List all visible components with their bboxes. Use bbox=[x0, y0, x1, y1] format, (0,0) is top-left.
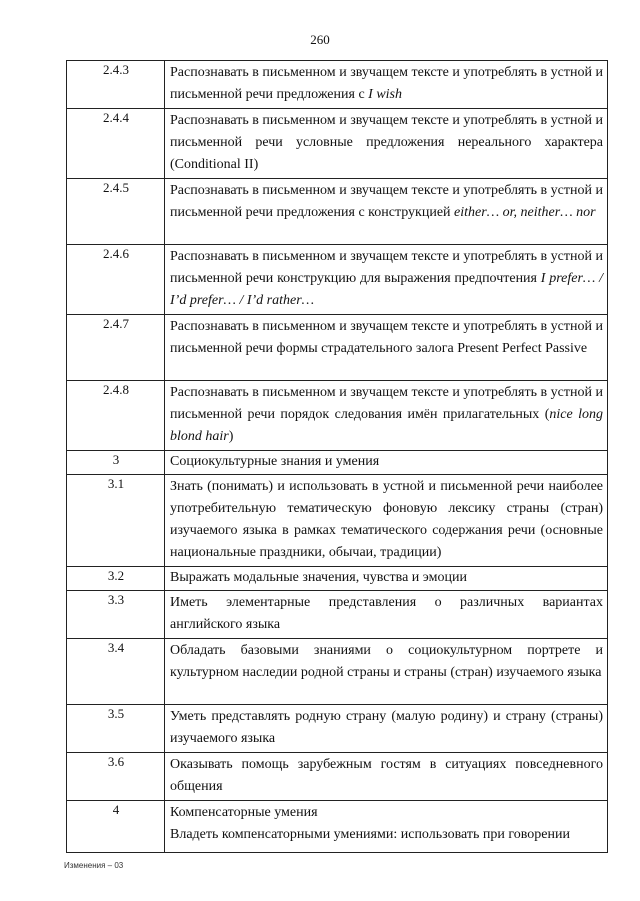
description-text: Оказывать помощь зарубежным гостям в ситуациях повседневного общения bbox=[170, 757, 603, 794]
description-paragraph bbox=[170, 62, 603, 106]
description-text: Компенсаторные умения bbox=[170, 805, 318, 820]
description-text: Знать (понимать) и использовать в устной и письменной речи наиболее употребительную тематическую фоновую лексику страны (стран) изучаемого языка в рамках тематического содержания речи (основные национальные праздники, обычаи, традиции) bbox=[170, 479, 603, 560]
row-number: 2.4.7 bbox=[67, 315, 165, 381]
row-description bbox=[165, 705, 608, 753]
table-row bbox=[67, 639, 608, 705]
description-paragraph bbox=[170, 180, 603, 224]
description-paragraph bbox=[170, 754, 603, 798]
row-description bbox=[165, 591, 608, 639]
row-description bbox=[165, 61, 608, 109]
table-row bbox=[67, 591, 608, 639]
table-row bbox=[67, 315, 608, 381]
table-row bbox=[67, 381, 608, 451]
table-row bbox=[67, 567, 608, 591]
row-number: 2.4.6 bbox=[67, 245, 165, 315]
row-description bbox=[165, 109, 608, 179]
description-paragraph bbox=[170, 110, 603, 176]
description-paragraph bbox=[170, 476, 603, 564]
row-number: 3.6 bbox=[67, 753, 165, 801]
description-paragraph bbox=[170, 316, 603, 360]
description-paragraph bbox=[170, 382, 603, 448]
row-description bbox=[165, 245, 608, 315]
row-number: 2.4.3 bbox=[67, 61, 165, 109]
row-description bbox=[165, 567, 608, 591]
description-paragraph bbox=[170, 568, 603, 588]
description-text: Распознавать в письменном и звучащем тексте и употреблять в устной и письменной речи порядок следования имён прилагательных ( bbox=[170, 385, 603, 422]
row-description bbox=[165, 639, 608, 705]
table-row bbox=[67, 801, 608, 853]
description-text: Распознавать в письменном и звучащем тексте и употреблять в устной и письменной речи предложения с bbox=[170, 65, 603, 102]
row-number: 3.4 bbox=[67, 639, 165, 705]
description-paragraph bbox=[170, 640, 603, 684]
description-paragraph bbox=[170, 452, 603, 472]
description-continuation: Владеть компенсаторными умениями: использовать при говорении bbox=[170, 827, 570, 842]
row-number: 3 bbox=[67, 451, 165, 475]
row-number: 2.4.4 bbox=[67, 109, 165, 179]
description-text: Распознавать в письменном и звучащем тексте и употреблять в устной и письменной речи условные предложения нереального характера (Conditional II) bbox=[170, 113, 603, 172]
row-number: 2.4.8 bbox=[67, 381, 165, 451]
row-description bbox=[165, 179, 608, 245]
description-paragraph bbox=[170, 592, 603, 636]
row-description bbox=[165, 381, 608, 451]
table-row bbox=[67, 109, 608, 179]
table-row bbox=[67, 753, 608, 801]
description-example: I wish bbox=[368, 87, 402, 102]
revision-footer: Изменения – 03 bbox=[64, 861, 124, 870]
description-text: Распознавать в письменном и звучащем тексте и употреблять в устной и письменной речи предложения с конструкцией bbox=[170, 183, 603, 220]
description-text: Уметь представлять родную страну (малую родину) и страну (страны) изучаемого языка bbox=[170, 709, 603, 746]
description-tail: ) bbox=[228, 429, 234, 444]
row-number: 3.5 bbox=[67, 705, 165, 753]
description-paragraph bbox=[170, 246, 603, 312]
competency-table bbox=[66, 60, 608, 853]
row-number: 2.4.5 bbox=[67, 179, 165, 245]
row-description bbox=[165, 753, 608, 801]
table-row bbox=[67, 475, 608, 567]
description-text: Распознавать в письменном и звучащем тексте и употреблять в устной и письменной речи конструкцию для выражения предпочтения bbox=[170, 249, 603, 286]
description-text: Выражать модальные значения, чувства и эмоции bbox=[170, 570, 467, 585]
description-text: Социокультурные знания и умения bbox=[170, 454, 380, 469]
description-paragraph bbox=[170, 706, 603, 750]
row-number: 4 bbox=[67, 801, 165, 853]
row-description bbox=[165, 475, 608, 567]
row-number: 3.2 bbox=[67, 567, 165, 591]
row-number: 3.3 bbox=[67, 591, 165, 639]
description-text: Обладать базовыми знаниями о социокультурном портрете и культурном наследии родной страны и страны (стран) изучаемого языка bbox=[170, 643, 603, 680]
description-text: Иметь элементарные представления о различных вариантах английского языка bbox=[170, 595, 603, 632]
table-row bbox=[67, 451, 608, 475]
page-number: 260 bbox=[310, 32, 330, 47]
table-row bbox=[67, 705, 608, 753]
row-number: 3.1 bbox=[67, 475, 165, 567]
description-text: Распознавать в письменном и звучащем тексте и употреблять в устной и письменной речи формы страдательного залога Present Perfect Passive bbox=[170, 319, 603, 356]
table-row bbox=[67, 245, 608, 315]
description-paragraph bbox=[170, 802, 603, 824]
description-example: nice long blond hair bbox=[170, 407, 603, 444]
row-description bbox=[165, 801, 608, 853]
row-description bbox=[165, 315, 608, 381]
table-row bbox=[67, 179, 608, 245]
row-description bbox=[165, 451, 608, 475]
description-example: I prefer… / I’d prefer… / I’d rather… bbox=[170, 271, 603, 308]
description-example: either… or, neither… nor bbox=[454, 205, 596, 220]
table-row bbox=[67, 61, 608, 109]
